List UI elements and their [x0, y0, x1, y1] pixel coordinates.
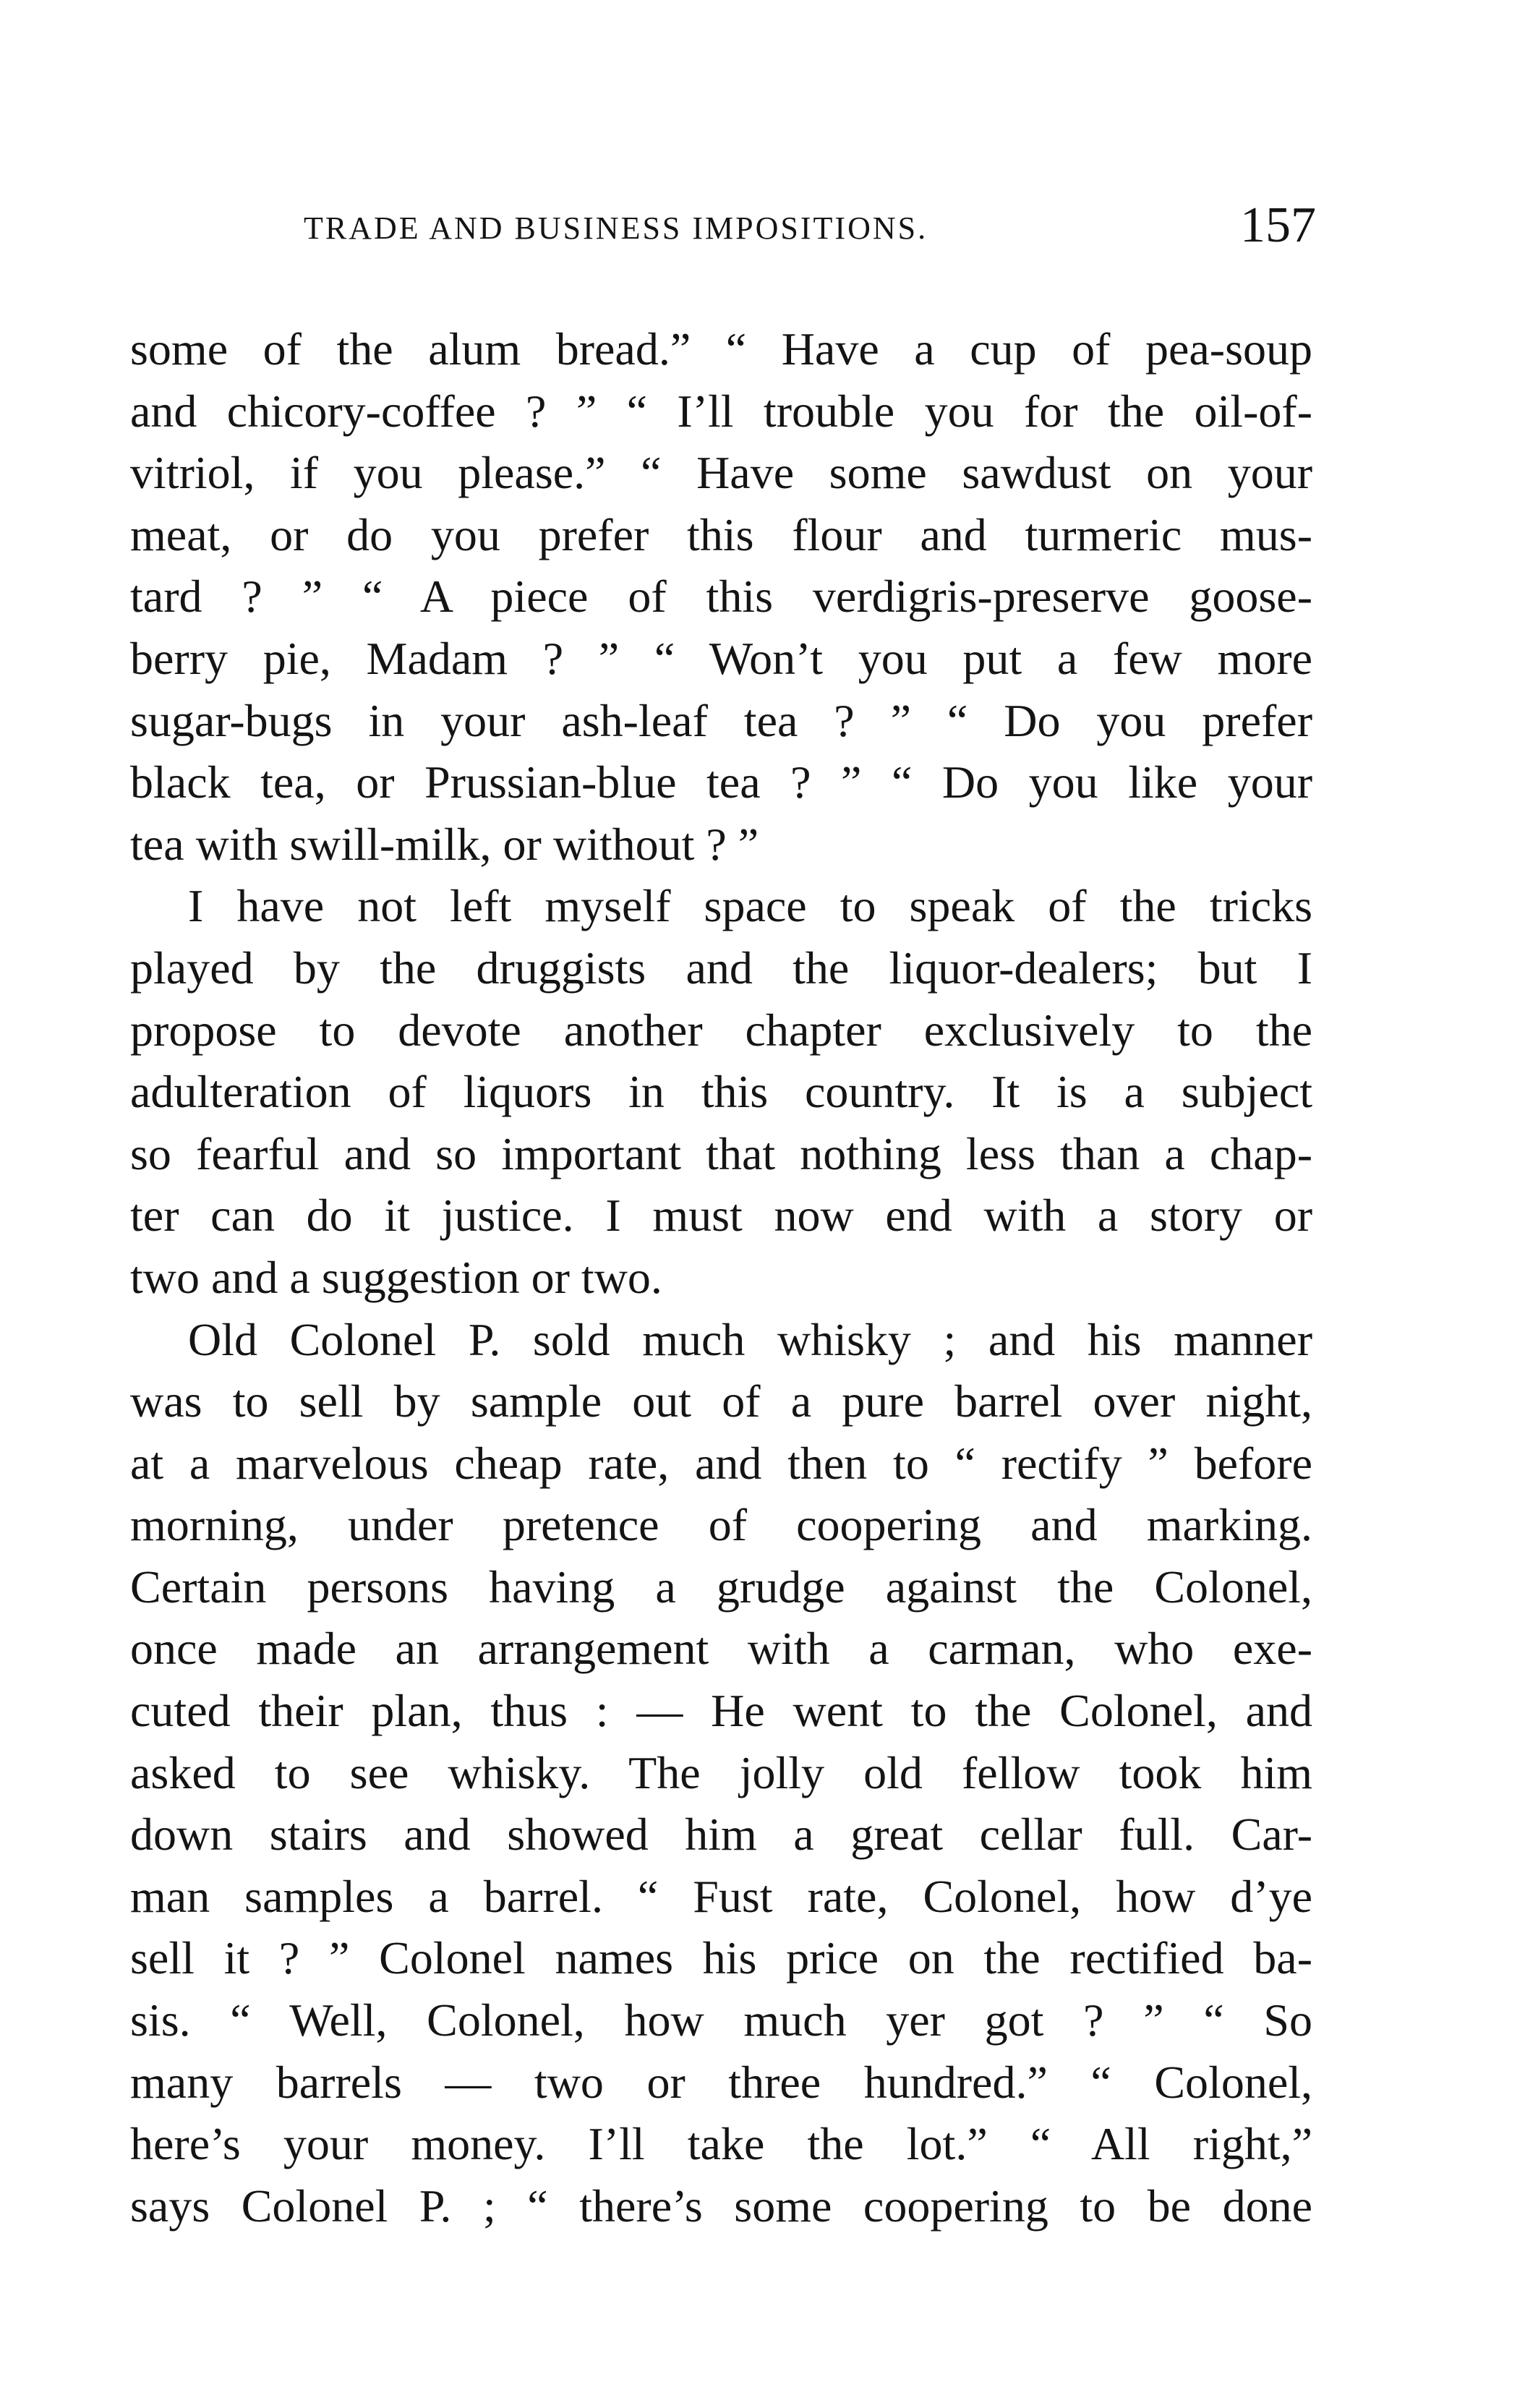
text-line: many barrels — two or three hundred.” “ Colonel,: [130, 2056, 1312, 2108]
text-line: berry pie, Madam ? ” “ Won’t you put a few more: [130, 632, 1312, 684]
text-line: played by the druggists and the liquor-dealers; but I: [130, 942, 1312, 994]
text-line: here’s your money. I’ll take the lot.” “ All right,”: [130, 2118, 1312, 2170]
text-line: morning, under pretence of coopering and marking.: [130, 1499, 1312, 1551]
text-line: sis. “ Well, Colonel, how much yer got ? ” “ So: [130, 1994, 1312, 2046]
text-line: meat, or do you prefer this flour and turmeric mus-: [130, 508, 1312, 560]
text-line: sugar-bugs in your ash-leaf tea ? ” “ Do you prefer: [130, 694, 1312, 746]
text-line: so fearful and so important that nothing less than a chap-: [130, 1127, 1312, 1179]
body-text: [130, 318, 1312, 2237]
text-line: ter can do it justice. I must now end with a story or: [130, 1190, 1312, 1242]
text-line: down stairs and showed him a great cellar full. Car-: [130, 1809, 1312, 1861]
text-line: propose to devote another chapter exclusively to the: [130, 1004, 1312, 1056]
text-line: and chicory-coffee ? ” “ I’ll trouble you for the oil-of-: [130, 385, 1312, 437]
text-line: tea with swill-milk, or without ? ”: [130, 818, 759, 870]
text-line: once made an arrangement with a carman, who exe-: [130, 1623, 1312, 1675]
text-line: two and a suggestion or two.: [130, 1251, 662, 1303]
text-line: says Colonel P. ; “ there’s some coopering to be done: [130, 2179, 1312, 2232]
text-line: was to sell by sample out of a pure barrel over night,: [130, 1375, 1312, 1427]
page-header: [304, 197, 1316, 262]
text-line: at a marvelous cheap rate, and then to “ rectify ” before: [130, 1437, 1312, 1489]
text-line: sell it ? ” Colonel names his price on the rectified ba-: [130, 1932, 1312, 1984]
text-line: adulteration of liquors in this country. It is a subject: [130, 1066, 1312, 1118]
text-line: asked to see whisky. The jolly old fellow took him: [130, 1746, 1312, 1798]
text-line: tard ? ” “ A piece of this verdigris-preserve goose-: [130, 571, 1312, 623]
running-head: TRADE AND BUSINESS IMPOSITIONS.: [304, 210, 928, 246]
text-line: Certain persons having a grudge against the Colonel,: [130, 1560, 1312, 1613]
text-line: vitriol, if you please.” “ Have some sawdust on your: [130, 447, 1312, 499]
text-line: black tea, or Prussian-blue tea ? ” “ Do you like your: [130, 756, 1312, 808]
text-line: man samples a barrel. “ Fust rate, Colonel, how d’ye: [130, 1870, 1312, 1922]
page-number: 157: [1240, 197, 1316, 253]
text-line: some of the alum bread.” “ Have a cup of pea-soup: [130, 323, 1312, 375]
text-line: I have not left myself space to speak of the tricks: [188, 880, 1312, 932]
text-line: cuted their plan, thus : — He went to the Colonel, and: [130, 1685, 1312, 1737]
text-line: Old Colonel P. sold much whisky ; and his manner: [188, 1313, 1312, 1365]
